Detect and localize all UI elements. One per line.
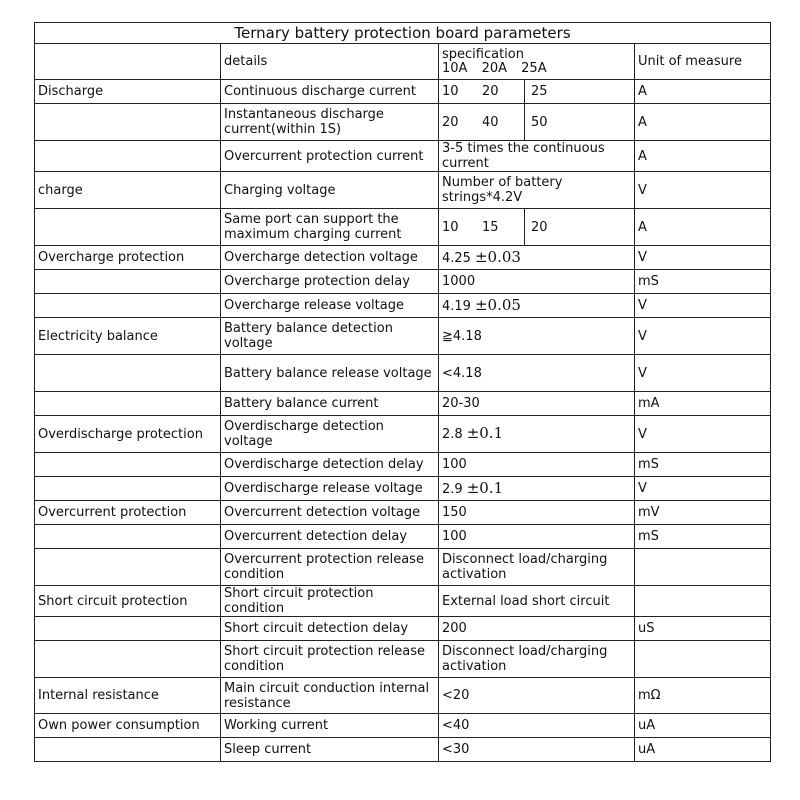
header-category bbox=[35, 44, 221, 80]
row-unit: mS bbox=[635, 453, 771, 477]
header-size-10a: 10A bbox=[442, 60, 468, 76]
table-row bbox=[35, 318, 771, 355]
row-category bbox=[35, 209, 221, 246]
row-detail: Continuous discharge current bbox=[221, 80, 439, 104]
row-unit: mV bbox=[635, 501, 771, 525]
row-unit bbox=[635, 549, 771, 586]
row-category bbox=[35, 104, 221, 141]
row-unit: A bbox=[635, 104, 771, 141]
row-category: Discharge bbox=[35, 80, 221, 104]
row-specification: 200 bbox=[439, 617, 635, 641]
row-category bbox=[35, 549, 221, 586]
row-unit: V bbox=[635, 172, 771, 209]
row-unit: A bbox=[635, 80, 771, 104]
row-specification bbox=[439, 209, 635, 246]
spec-value: 2.8 bbox=[442, 427, 463, 442]
row-category bbox=[35, 141, 221, 172]
row-detail: Overcurrent protection release condition bbox=[221, 549, 439, 586]
row-unit: mS bbox=[635, 270, 771, 294]
row-category: Overcharge protection bbox=[35, 246, 221, 270]
row-category bbox=[35, 617, 221, 641]
row-unit: V bbox=[635, 318, 771, 355]
table-row bbox=[35, 641, 771, 678]
table-row bbox=[35, 416, 771, 453]
row-category bbox=[35, 392, 221, 416]
row-detail: Same port can support the maximum charging current bbox=[221, 209, 439, 246]
row-detail: Overdischarge release voltage bbox=[221, 477, 439, 501]
row-specification bbox=[439, 477, 635, 501]
row-specification: Number of battery strings*4.2V bbox=[439, 172, 635, 209]
row-unit: mS bbox=[635, 525, 771, 549]
row-specification bbox=[439, 294, 635, 318]
table-title: Ternary battery protection board parameters bbox=[35, 23, 771, 44]
row-specification: External load short circuit bbox=[439, 586, 635, 617]
table-row bbox=[35, 246, 771, 270]
row-category: Overdischarge protection bbox=[35, 416, 221, 453]
row-specification: Disconnect load/charging activation bbox=[439, 641, 635, 678]
row-specification: <30 bbox=[439, 738, 635, 762]
parameters-table bbox=[34, 22, 771, 762]
row-detail: Working current bbox=[221, 714, 439, 738]
row-category bbox=[35, 738, 221, 762]
spec-value: 40 bbox=[482, 114, 499, 130]
row-detail: Overcharge release voltage bbox=[221, 294, 439, 318]
row-category: Electricity balance bbox=[35, 318, 221, 355]
row-category bbox=[35, 294, 221, 318]
row-unit: V bbox=[635, 246, 771, 270]
row-detail: Overcurrent detection voltage bbox=[221, 501, 439, 525]
row-detail: Instantaneous discharge current(within 1S) bbox=[221, 104, 439, 141]
header-unit: Unit of measure bbox=[635, 44, 771, 80]
row-unit: A bbox=[635, 209, 771, 246]
row-category bbox=[35, 477, 221, 501]
row-unit: mA bbox=[635, 392, 771, 416]
spec-value: 20 bbox=[531, 219, 548, 235]
spec-value: 4.19 bbox=[442, 298, 471, 314]
spec-value: 2.9 bbox=[442, 481, 463, 497]
header-spec-sizes bbox=[442, 62, 631, 76]
row-unit: mΩ bbox=[635, 678, 771, 714]
row-specification bbox=[439, 416, 635, 453]
row-specification: 1000 bbox=[439, 270, 635, 294]
table-row bbox=[35, 678, 771, 714]
row-specification bbox=[439, 80, 635, 104]
row-unit: V bbox=[635, 355, 771, 392]
row-detail: Overcurrent protection current bbox=[221, 141, 439, 172]
row-specification: 150 bbox=[439, 501, 635, 525]
spec-tolerance: ±0.03 bbox=[474, 247, 521, 266]
table-row bbox=[35, 355, 771, 392]
table-row bbox=[35, 209, 771, 246]
row-specification: 20-30 bbox=[439, 392, 635, 416]
row-category bbox=[35, 355, 221, 392]
spec-value: 10 bbox=[442, 219, 459, 235]
header-specification bbox=[439, 44, 635, 80]
row-specification: Disconnect load/charging activation bbox=[439, 549, 635, 586]
row-category bbox=[35, 641, 221, 678]
row-detail: Overdischarge detection voltage bbox=[221, 416, 439, 453]
row-unit: uA bbox=[635, 738, 771, 762]
row-unit: A bbox=[635, 141, 771, 172]
row-specification: ≧4.18 bbox=[439, 318, 635, 355]
row-specification: <20 bbox=[439, 678, 635, 714]
row-detail: Overcharge protection delay bbox=[221, 270, 439, 294]
table-row bbox=[35, 549, 771, 586]
header-spec-label: specification bbox=[442, 46, 524, 62]
row-category: charge bbox=[35, 172, 221, 209]
spec-value: 25 bbox=[531, 84, 548, 99]
row-detail: Charging voltage bbox=[221, 172, 439, 209]
table-row bbox=[35, 477, 771, 501]
row-category: Overcurrent protection bbox=[35, 501, 221, 525]
spec-separator bbox=[524, 209, 525, 245]
table-row bbox=[35, 501, 771, 525]
row-unit bbox=[635, 586, 771, 617]
table-row bbox=[35, 141, 771, 172]
row-unit: V bbox=[635, 294, 771, 318]
spec-separator bbox=[524, 80, 525, 103]
row-specification: <40 bbox=[439, 714, 635, 738]
header-row bbox=[35, 44, 771, 80]
header-size-25a: 25A bbox=[521, 60, 547, 76]
row-unit bbox=[635, 641, 771, 678]
spec-value: 15 bbox=[482, 219, 499, 235]
spec-value: 4.25 bbox=[442, 250, 471, 266]
row-detail: Short circuit detection delay bbox=[221, 617, 439, 641]
row-specification bbox=[439, 104, 635, 141]
row-detail: Overcurrent detection delay bbox=[221, 525, 439, 549]
row-category: Own power consumption bbox=[35, 714, 221, 738]
spec-value: 20 bbox=[442, 114, 459, 130]
row-detail: Main circuit conduction internal resistance bbox=[221, 678, 439, 714]
table-row bbox=[35, 392, 771, 416]
table-row bbox=[35, 172, 771, 209]
title-row bbox=[35, 23, 771, 44]
row-unit: uA bbox=[635, 714, 771, 738]
row-detail: Short circuit protection condition bbox=[221, 586, 439, 617]
table-row bbox=[35, 617, 771, 641]
table-row bbox=[35, 80, 771, 104]
row-category bbox=[35, 453, 221, 477]
header-size-20a: 20A bbox=[481, 60, 508, 76]
row-detail: Battery balance current bbox=[221, 392, 439, 416]
row-detail: Battery balance release voltage bbox=[221, 355, 439, 392]
table-row bbox=[35, 586, 771, 617]
table-row bbox=[35, 714, 771, 738]
row-unit: V bbox=[635, 477, 771, 501]
spec-separator bbox=[524, 104, 525, 140]
row-detail: Short circuit protection release condition bbox=[221, 641, 439, 678]
table-row bbox=[35, 453, 771, 477]
table-row bbox=[35, 738, 771, 762]
row-detail: Overdischarge detection delay bbox=[221, 453, 439, 477]
spec-value: 50 bbox=[531, 114, 548, 130]
table-row bbox=[35, 525, 771, 549]
table-row bbox=[35, 294, 771, 318]
row-specification: <4.18 bbox=[439, 355, 635, 392]
spec-tolerance: ±0.1 bbox=[466, 424, 504, 442]
row-specification: 100 bbox=[439, 453, 635, 477]
row-detail: Overcharge detection voltage bbox=[221, 246, 439, 270]
row-specification: 100 bbox=[439, 525, 635, 549]
row-detail: Sleep current bbox=[221, 738, 439, 762]
row-category bbox=[35, 270, 221, 294]
header-details: details bbox=[221, 44, 439, 80]
table-row bbox=[35, 104, 771, 141]
row-category: Internal resistance bbox=[35, 678, 221, 714]
spec-value: 20 bbox=[482, 84, 499, 99]
spec-tolerance: ±0.05 bbox=[474, 295, 521, 314]
row-category: Short circuit protection bbox=[35, 586, 221, 617]
row-unit: V bbox=[635, 416, 771, 453]
row-detail: Battery balance detection voltage bbox=[221, 318, 439, 355]
row-unit: uS bbox=[635, 617, 771, 641]
spec-tolerance: ±0.1 bbox=[466, 478, 504, 497]
row-category bbox=[35, 525, 221, 549]
row-specification: 3-5 times the continuous current bbox=[439, 141, 635, 172]
row-specification bbox=[439, 246, 635, 270]
table-row bbox=[35, 270, 771, 294]
spec-value: 10 bbox=[442, 84, 459, 99]
